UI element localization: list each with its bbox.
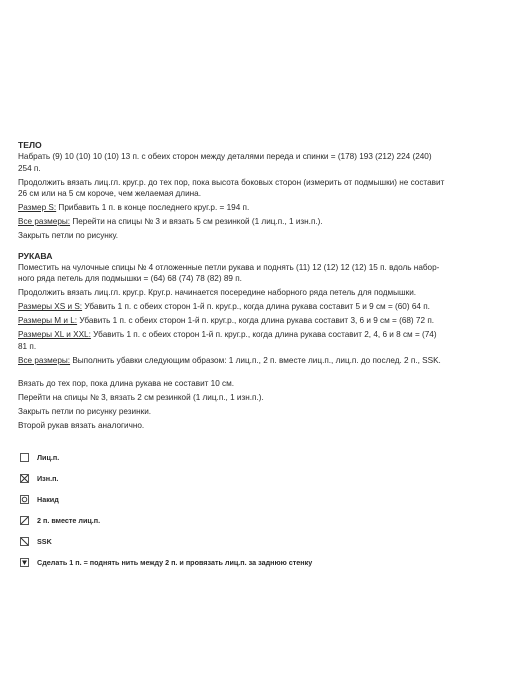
- rukava-all-sizes-text: Выполнить убавки следующим образом: 1 лиц.п., 2 п. вместе лиц.п., лиц.п. до послед. 2 п., SSK.: [70, 355, 441, 365]
- legend-label: Накид: [37, 495, 59, 504]
- legend-item: [20, 452, 500, 463]
- legend-label: Изн.п.: [37, 474, 59, 483]
- telo-paragraph-1: [18, 151, 514, 174]
- pattern-text: [18, 139, 514, 439]
- rukava-paragraph-2: Продолжить вязать лиц.гл. круг.р. Круг.р. начинается посередине наборного ряда петель для подмышки.: [18, 288, 417, 298]
- xs-s-label: Размеры XS и S:: [18, 302, 83, 312]
- telo-all-sizes: [18, 216, 514, 228]
- legend-label: SSK: [37, 537, 52, 546]
- telo-p1-line1: Набрать (9) 10 (10) 10 (10) 13 п. с обеих сторон между деталями переда и спинки = (178) 193 (212) 224 (240): [18, 152, 432, 161]
- legend-item: [20, 536, 500, 547]
- rukava-after-2: Перейти на спицы № 3, вязать 2 см резинкой (1 лиц.п., 1 изн.п.).: [18, 392, 264, 402]
- xl-xxl-label: Размеры XL и XXL:: [18, 330, 91, 340]
- slash-square-icon: [20, 516, 29, 525]
- telo-paragraph-2: [18, 177, 514, 200]
- triangle-down-square-icon: [20, 558, 29, 567]
- empty-square-icon: [20, 453, 29, 462]
- xs-s-text: Убавить 1 п. с обеих сторон 1-й п. круг.р., когда длина рукава составит 5 и 9 см = (60) 64 п.: [82, 302, 430, 312]
- heading-rukava: РУКАВА: [18, 250, 53, 261]
- legend-item: [20, 473, 500, 484]
- section-telo: [18, 139, 514, 242]
- telo-all-sizes-label: Все размеры:: [18, 217, 71, 227]
- telo-p2-line2: 26 см или на 5 см короче, чем желаемая длина.: [18, 189, 202, 199]
- rukava-p1-line1: Поместить на чулочные спицы № 4 отложенные петли рукава и поднять (11) 12 (12) 12 (12) 15 п. вдоль набор-: [18, 262, 440, 272]
- backslash-square-icon: [20, 537, 29, 546]
- legend-item: [20, 494, 500, 505]
- rukava-paragraph-1: [18, 262, 514, 285]
- rukava-p1-line2: ного ряда петель для подмышки = (64) 68 (74) 78 (82) 89 п.: [18, 274, 242, 284]
- rukava-after-4: Второй рукав вязать аналогично.: [18, 420, 145, 430]
- rukava-xl-xxl: [18, 329, 514, 352]
- legend-label: Лиц.п.: [37, 453, 60, 462]
- rukava-all-sizes: [18, 355, 514, 367]
- xl-xxl-line2: 81 п.: [18, 341, 37, 351]
- size-s-text: Прибавить 1 п. в конце последнего круг.р. = 194 п.: [56, 203, 250, 213]
- heading-telo: ТЕЛО: [18, 140, 42, 150]
- legend-label: 2 п. вместе лиц.п.: [37, 516, 101, 525]
- size-s-label: Размер S:: [18, 203, 57, 213]
- telo-p2-line1: Продолжить вязать лиц.гл. круг.р. до тех пор, пока высота боковых сторон (измерить от подмышки) не составит: [18, 177, 445, 187]
- rukava-all-sizes-label: Все размеры:: [18, 355, 71, 365]
- telo-close: Закрыть петли по рисунку.: [18, 231, 119, 241]
- telo-p1-line2: 254 п.: [18, 163, 41, 173]
- telo-all-sizes-text: Перейти на спицы № 3 и вязать 5 см резинкой (1 лиц.п., 1 изн.п.).: [70, 217, 323, 227]
- m-l-label: Размеры M и L:: [18, 316, 78, 326]
- rukava-after-1: Вязать до тех пор, пока длина рукава не составит 10 см.: [18, 378, 235, 388]
- symbol-legend: [20, 452, 500, 578]
- circle-square-icon: [20, 495, 29, 504]
- rukava-after-3: Закрыть петли по рисунку резинки.: [18, 406, 152, 416]
- m-l-text: Убавить 1 п. с обеих сторон 1-й п. круг.р., когда длина рукава составит 3, 6 и 9 см = (68) 72 п.: [77, 316, 435, 326]
- legend-item: [20, 515, 500, 526]
- rukava-xs-s: [18, 301, 514, 313]
- rukava-m-l: [18, 315, 514, 327]
- telo-size-s: [18, 202, 514, 214]
- xl-xxl-text: Убавить 1 п. с обеих сторон 1-й п. круг.р., когда длина рукава составит 2, 4, 6 и 8 см = (74): [90, 330, 437, 340]
- x-square-icon: [20, 474, 29, 483]
- legend-label: Сделать 1 п. = поднять нить между 2 п. и провязать лиц.п. за заднюю стенку: [37, 558, 313, 567]
- section-rukava: [18, 250, 514, 432]
- legend-item: [20, 557, 500, 568]
